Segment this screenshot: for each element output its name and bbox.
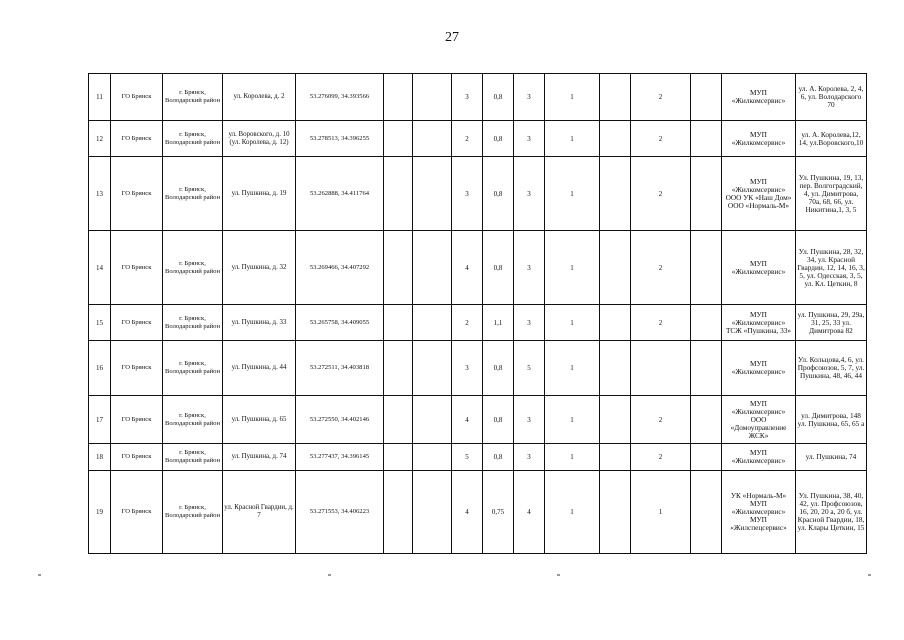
row-number: 17	[89, 396, 111, 444]
row-number: 19	[89, 471, 111, 554]
district-cell: ГО Брянск	[111, 396, 163, 444]
area-cell: 2	[631, 121, 691, 157]
row-number: 18	[89, 444, 111, 471]
container-volume-cell: 1,1	[483, 305, 514, 341]
coordinates-cell: 53.269466, 34.407292	[296, 231, 384, 305]
empty-cell	[384, 444, 413, 471]
owner-cell: МУП «Жилкомсервис»	[722, 444, 796, 471]
address-cell: ул. Пушкина, д. 32	[223, 231, 296, 305]
empty-cell	[413, 444, 452, 471]
table-row	[89, 231, 867, 305]
empty-cell	[600, 305, 631, 341]
row-number: 16	[89, 341, 111, 396]
empty-cell	[384, 121, 413, 157]
address-cell: ул. Пушкина, д. 65	[223, 396, 296, 444]
coordinates-cell: 53.271553, 34.406223	[296, 471, 384, 554]
table-row	[89, 396, 867, 444]
table-row	[89, 74, 867, 121]
district-cell: ГО Брянск	[111, 74, 163, 121]
address-cell: ул. Пушкина, д. 44	[223, 341, 296, 396]
waste-sites-table	[88, 73, 867, 554]
empty-cell	[600, 121, 631, 157]
row-number: 15	[89, 305, 111, 341]
row-number: 11	[89, 74, 111, 121]
owner-cell: МУП «Жилкомсервис» ТСЖ «Пушкина, 33»	[722, 305, 796, 341]
empty-cell	[384, 231, 413, 305]
empty-cell	[691, 396, 722, 444]
container-volume-cell: 0,8	[483, 74, 514, 121]
coordinates-cell: 53.278513, 34.396255	[296, 121, 384, 157]
empty-cell	[691, 471, 722, 554]
empty-cell	[600, 341, 631, 396]
table-row	[89, 341, 867, 396]
served-addresses-cell: ул. А. Королева, 2, 4, 6, ул. Володарского 70	[796, 74, 867, 121]
address-cell: ул. Королева, д. 2	[223, 74, 296, 121]
address-cell: ул. Воровского, д. 10 (ул. Королева, д. 12)	[223, 121, 296, 157]
served-addresses-cell: Ул. Пушкина, 19, 13, пер. Волгоградский, 4, ул. Димитрова, 70а, 68, 66, ул. Никитина,1, 3, 5	[796, 157, 867, 231]
area-cell: 2	[631, 444, 691, 471]
empty-cell	[691, 444, 722, 471]
area-cell	[631, 341, 691, 396]
area-cell: 2	[631, 396, 691, 444]
table-row	[89, 471, 867, 554]
locality-cell: г. Брянск, Володарский район	[163, 231, 223, 305]
container-volume-cell: 0,8	[483, 121, 514, 157]
coordinates-cell: 53.277437, 34.396145	[296, 444, 384, 471]
empty-cell	[384, 305, 413, 341]
served-addresses-cell: ул. Димитрова, 148 ул. Пушкина, 65, 65 а	[796, 396, 867, 444]
surface-type-cell: 3	[514, 74, 545, 121]
surface-type-cell: 3	[514, 305, 545, 341]
fence-cell: 1	[545, 74, 600, 121]
empty-cell	[691, 157, 722, 231]
container-volume-cell: 0,8	[483, 157, 514, 231]
empty-cell	[384, 74, 413, 121]
scan-speck	[328, 574, 331, 576]
container-volume-cell: 0,8	[483, 444, 514, 471]
empty-cell	[413, 471, 452, 554]
coordinates-cell: 53.272511, 34.403818	[296, 341, 384, 396]
district-cell: ГО Брянск	[111, 444, 163, 471]
owner-cell: МУП «Жилкомсервис»	[722, 341, 796, 396]
empty-cell	[413, 341, 452, 396]
area-cell: 2	[631, 305, 691, 341]
coordinates-cell: 53.262888, 34.411764	[296, 157, 384, 231]
container-volume-cell: 0,8	[483, 341, 514, 396]
district-cell: ГО Брянск	[111, 231, 163, 305]
empty-cell	[691, 305, 722, 341]
served-addresses-cell: ул. Пушкина, 29, 29а, 31, 25, 33 ул. Димитрова 82	[796, 305, 867, 341]
fence-cell: 1	[545, 121, 600, 157]
surface-type-cell: 3	[514, 121, 545, 157]
served-addresses-cell: Ул. Пушкина, 28, 32, 34, ул. Красной Гвардии, 12, 14, 16, 3, 5, ул. Одесская, 3, 5, ул. Кл. Цеткин, 8	[796, 231, 867, 305]
district-cell: ГО Брянск	[111, 305, 163, 341]
container-count-cell: 2	[452, 305, 483, 341]
container-count-cell: 4	[452, 396, 483, 444]
owner-cell: МУП «Жилкомсервис»	[722, 231, 796, 305]
container-volume-cell: 0,8	[483, 396, 514, 444]
scan-speck	[868, 574, 871, 576]
owner-cell: УК «Нормаль-М» МУП «Жилкомсервис» МУП «Жилспецсервис»	[722, 471, 796, 554]
district-cell: ГО Брянск	[111, 471, 163, 554]
container-count-cell: 3	[452, 157, 483, 231]
address-cell: ул. Пушкина, д. 19	[223, 157, 296, 231]
locality-cell: г. Брянск, Володарский район	[163, 74, 223, 121]
served-addresses-cell: ул. Пушкина, 74	[796, 444, 867, 471]
empty-cell	[413, 121, 452, 157]
locality-cell: г. Брянск, Володарский район	[163, 471, 223, 554]
table-row	[89, 157, 867, 231]
area-cell: 1	[631, 471, 691, 554]
page-number: 27	[445, 30, 459, 45]
empty-cell	[413, 396, 452, 444]
container-count-cell: 5	[452, 444, 483, 471]
locality-cell: г. Брянск, Володарский район	[163, 444, 223, 471]
empty-cell	[413, 231, 452, 305]
row-number: 14	[89, 231, 111, 305]
empty-cell	[691, 121, 722, 157]
fence-cell: 1	[545, 471, 600, 554]
scan-speck	[557, 574, 560, 576]
table-row	[89, 444, 867, 471]
empty-cell	[600, 444, 631, 471]
empty-cell	[600, 396, 631, 444]
locality-cell: г. Брянск, Володарский район	[163, 305, 223, 341]
surface-type-cell: 3	[514, 231, 545, 305]
owner-cell: МУП «Жилкомсервис»	[722, 121, 796, 157]
fence-cell: 1	[545, 231, 600, 305]
coordinates-cell: 53.265758, 34.409055	[296, 305, 384, 341]
locality-cell: г. Брянск, Володарский район	[163, 157, 223, 231]
empty-cell	[691, 341, 722, 396]
empty-cell	[600, 157, 631, 231]
surface-type-cell: 5	[514, 341, 545, 396]
fence-cell: 1	[545, 444, 600, 471]
empty-cell	[600, 231, 631, 305]
coordinates-cell: 53.272550, 34.402146	[296, 396, 384, 444]
surface-type-cell: 3	[514, 396, 545, 444]
locality-cell: г. Брянск, Володарский район	[163, 396, 223, 444]
container-volume-cell: 0,75	[483, 471, 514, 554]
locality-cell: г. Брянск, Володарский район	[163, 341, 223, 396]
empty-cell	[600, 471, 631, 554]
empty-cell	[691, 74, 722, 121]
served-addresses-cell: ул. А. Королева,12, 14, ул.Воровского,10	[796, 121, 867, 157]
row-number: 13	[89, 157, 111, 231]
empty-cell	[413, 157, 452, 231]
container-count-cell: 4	[452, 471, 483, 554]
fence-cell: 1	[545, 157, 600, 231]
empty-cell	[384, 471, 413, 554]
district-cell: ГО Брянск	[111, 157, 163, 231]
table-body	[89, 74, 867, 554]
empty-cell	[600, 74, 631, 121]
district-cell: ГО Брянск	[111, 341, 163, 396]
surface-type-cell: 3	[514, 444, 545, 471]
owner-cell: МУП «Жилкомсервис» ООО УК «Наш Дом» ООО «Нормаль-М»	[722, 157, 796, 231]
served-addresses-cell: Ул. Пушкина, 38, 40, 42, ул. Профсоюзов, 16, 20, 20 а, 20 б, ул. Красной Гвардии, 18, ул. Клары Цеткин, 15	[796, 471, 867, 554]
address-cell: ул. Пушкина, д. 33	[223, 305, 296, 341]
table-row	[89, 121, 867, 157]
district-cell: ГО Брянск	[111, 121, 163, 157]
address-cell: ул. Пушкина, д. 74	[223, 444, 296, 471]
surface-type-cell: 4	[514, 471, 545, 554]
table-row	[89, 305, 867, 341]
empty-cell	[384, 341, 413, 396]
owner-cell: МУП «Жилкомсервис»	[722, 74, 796, 121]
locality-cell: г. Брянск, Володарский район	[163, 121, 223, 157]
container-count-cell: 2	[452, 121, 483, 157]
empty-cell	[691, 231, 722, 305]
container-count-cell: 3	[452, 341, 483, 396]
served-addresses-cell: Ул. Кольцова,4, 6, ул. Профсоюзов, 5, 7, ул. Пушкина, 48, 46, 44	[796, 341, 867, 396]
fence-cell: 1	[545, 305, 600, 341]
row-number: 12	[89, 121, 111, 157]
area-cell: 2	[631, 74, 691, 121]
surface-type-cell: 3	[514, 157, 545, 231]
container-count-cell: 4	[452, 231, 483, 305]
fence-cell: 1	[545, 396, 600, 444]
owner-cell: МУП «Жилкомсервис» ООО «Домоуправление ЖСК»	[722, 396, 796, 444]
empty-cell	[413, 305, 452, 341]
fence-cell: 1	[545, 341, 600, 396]
container-count-cell: 3	[452, 74, 483, 121]
coordinates-cell: 53.276099, 34.393566	[296, 74, 384, 121]
area-cell: 2	[631, 231, 691, 305]
address-cell: ул. Красной Гвардии, д. 7	[223, 471, 296, 554]
empty-cell	[384, 157, 413, 231]
empty-cell	[413, 74, 452, 121]
container-volume-cell: 0,8	[483, 231, 514, 305]
empty-cell	[384, 396, 413, 444]
scan-speck	[38, 574, 41, 576]
area-cell: 2	[631, 157, 691, 231]
